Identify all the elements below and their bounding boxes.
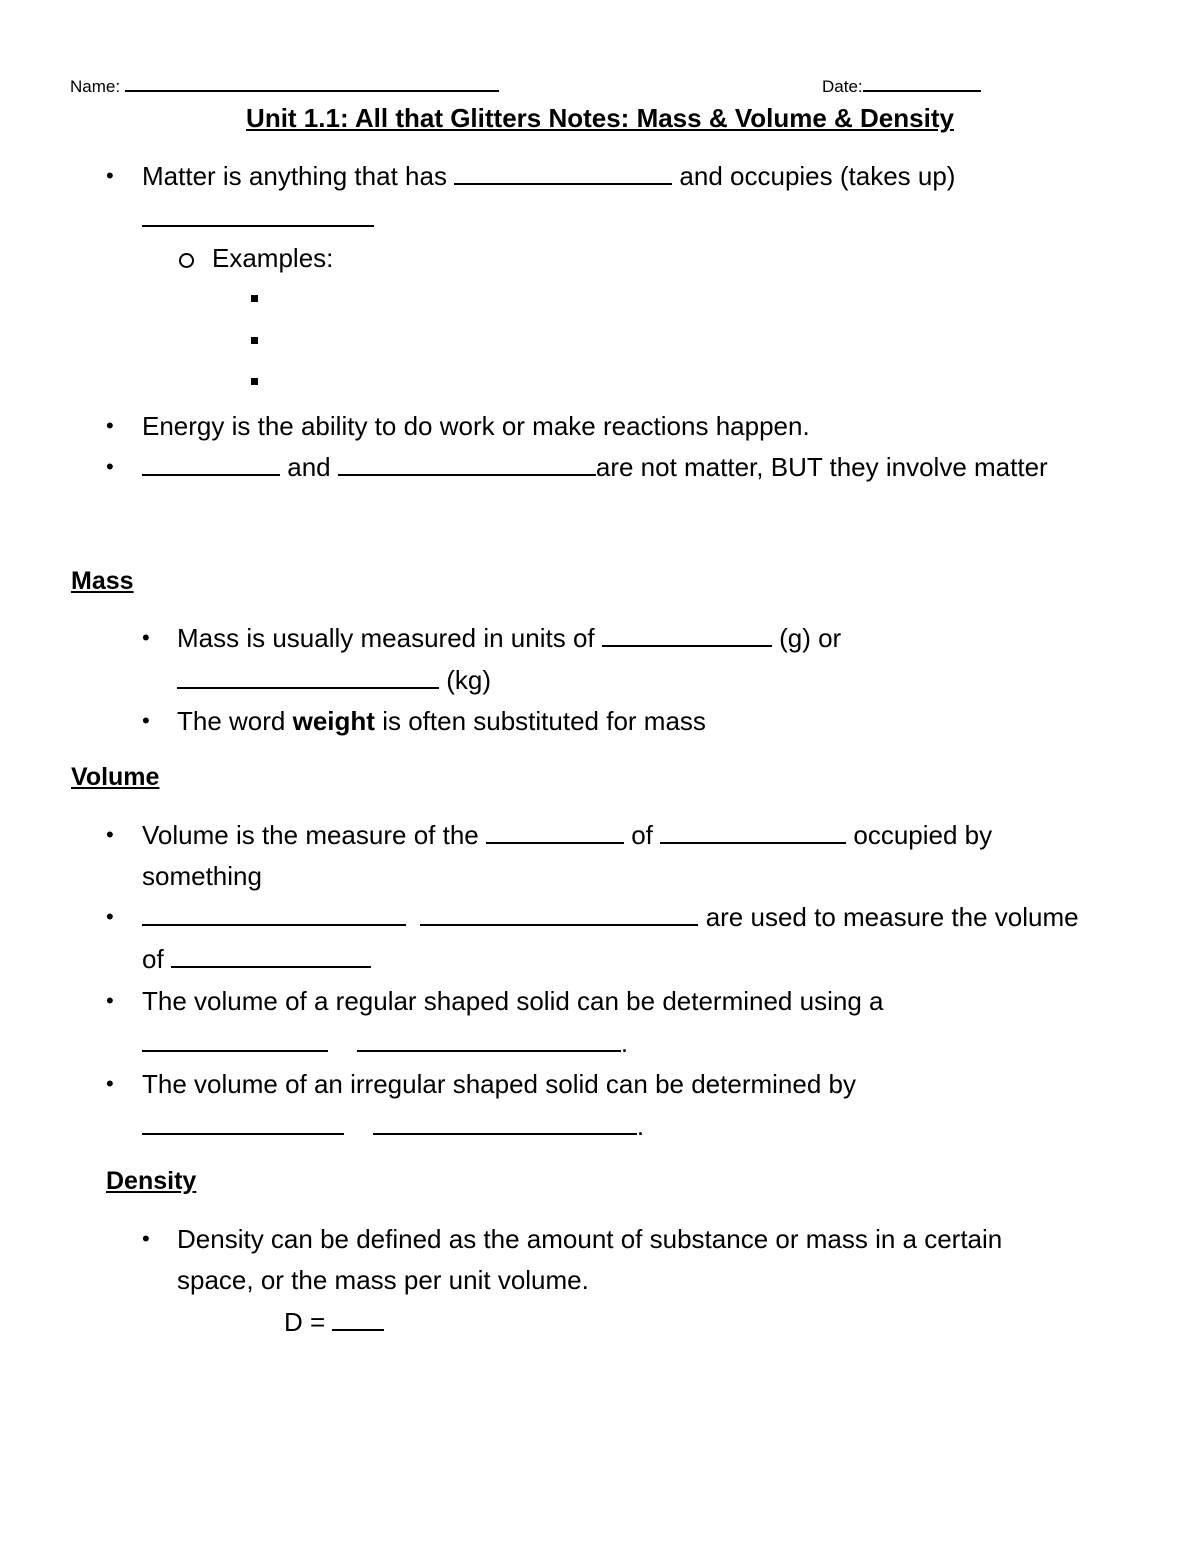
of-text-2: of (142, 944, 164, 974)
not-matter-text: are not matter, BUT they involve matter (595, 452, 1048, 482)
regular-solid-statement: The volume of a regular shaped solid can be determined using a (142, 986, 884, 1016)
mass-units-text-2: (g) or (779, 623, 842, 653)
volume-tool-blank-2[interactable] (420, 902, 698, 926)
mass-units-row-2 (177, 664, 491, 696)
mass-unit-blank-2[interactable] (177, 665, 439, 689)
weight-text-2: is often substituted for mass (382, 706, 706, 736)
bullet-dot: • (142, 708, 150, 733)
date-blank[interactable] (863, 76, 981, 92)
regular-solid-blank-2[interactable] (357, 1028, 621, 1052)
volume-blank-2[interactable] (660, 820, 846, 844)
bullet-dot: • (106, 454, 114, 479)
volume-definition-cont: something (142, 861, 262, 891)
not-matter-statement (142, 451, 1048, 483)
name-row (70, 76, 499, 98)
volume-tools-text: are used to measure the volume (705, 902, 1079, 932)
not-matter-blank-2[interactable] (338, 452, 596, 476)
square-bullet-icon (251, 295, 258, 302)
weight-text: The word (177, 706, 286, 736)
not-matter-blank-1[interactable] (142, 452, 280, 476)
volume-tool-blank-1[interactable] (142, 902, 406, 926)
irregular-solid-blank-1[interactable] (142, 1111, 344, 1135)
examples-label: Examples: (212, 243, 334, 273)
and-text: and (287, 452, 331, 482)
kg-unit-text: (kg) (446, 665, 492, 695)
of-text: of (631, 820, 653, 850)
volume-definition (142, 819, 992, 851)
volume-blank-1[interactable] (486, 820, 624, 844)
density-definition-cont: space, or the mass per unit volume. (177, 1265, 589, 1295)
mass-unit-blank-1[interactable] (602, 623, 772, 647)
period-text: . (636, 1111, 645, 1141)
section-heading-mass: Mass (71, 567, 134, 595)
bullet-dot: • (142, 1226, 150, 1251)
date-label: Date: (822, 77, 863, 96)
period-text: . (620, 1028, 629, 1058)
irregular-solid-row-2 (142, 1110, 644, 1142)
weight-bold-word: weight (292, 706, 375, 736)
page-title-row (0, 102, 1200, 134)
bullet-dot: • (106, 988, 114, 1013)
regular-solid-blank-1[interactable] (142, 1028, 328, 1052)
square-bullet-icon (251, 337, 258, 344)
matter-blank-2[interactable] (142, 203, 374, 227)
volume-text: Volume is the measure of the (142, 820, 479, 850)
section-heading-volume: Volume (71, 763, 160, 791)
bullet-dot: • (106, 1071, 114, 1096)
volume-tool-blank-3[interactable] (171, 944, 371, 968)
mass-units-statement (177, 622, 841, 654)
volume-tools-statement (142, 901, 1079, 933)
matter-definition (142, 160, 955, 192)
density-formula (284, 1306, 384, 1338)
volume-text-2: occupied by (853, 820, 993, 850)
name-label: Name: (70, 77, 121, 96)
irregular-solid-blank-2[interactable] (373, 1111, 637, 1135)
name-blank[interactable] (125, 76, 499, 92)
matter-blank-1[interactable] (454, 161, 672, 185)
energy-definition: Energy is the ability to do work or make reactions happen. (142, 411, 810, 441)
density-definition: Density can be defined as the amount of substance or mass in a certain (177, 1224, 1003, 1254)
circle-bullet-icon (179, 253, 194, 268)
bullet-dot: • (142, 625, 150, 650)
square-bullet-icon (251, 378, 258, 385)
page-title: Unit 1.1: All that Glitters Notes: Mass & Volume & Density (246, 103, 954, 133)
bullet-dot: • (106, 822, 114, 847)
bullet-dot: • (106, 413, 114, 438)
weight-statement (177, 705, 706, 737)
bullet-dot: • (106, 163, 114, 188)
volume-tools-row-2 (142, 943, 371, 975)
bullet-dot: • (106, 904, 114, 929)
regular-solid-row-2 (142, 1027, 628, 1059)
section-heading-density: Density (106, 1167, 197, 1195)
density-formula-text: D = (284, 1307, 326, 1337)
irregular-solid-statement: The volume of an irregular shaped solid can be determined by (142, 1069, 856, 1099)
matter-text: Matter is anything that has (142, 161, 447, 191)
date-row (822, 76, 981, 98)
matter-text-2: and occupies (takes up) (679, 161, 956, 191)
matter-blank-row (142, 202, 374, 234)
mass-units-text: Mass is usually measured in units of (177, 623, 595, 653)
density-formula-blank[interactable] (332, 1307, 384, 1331)
